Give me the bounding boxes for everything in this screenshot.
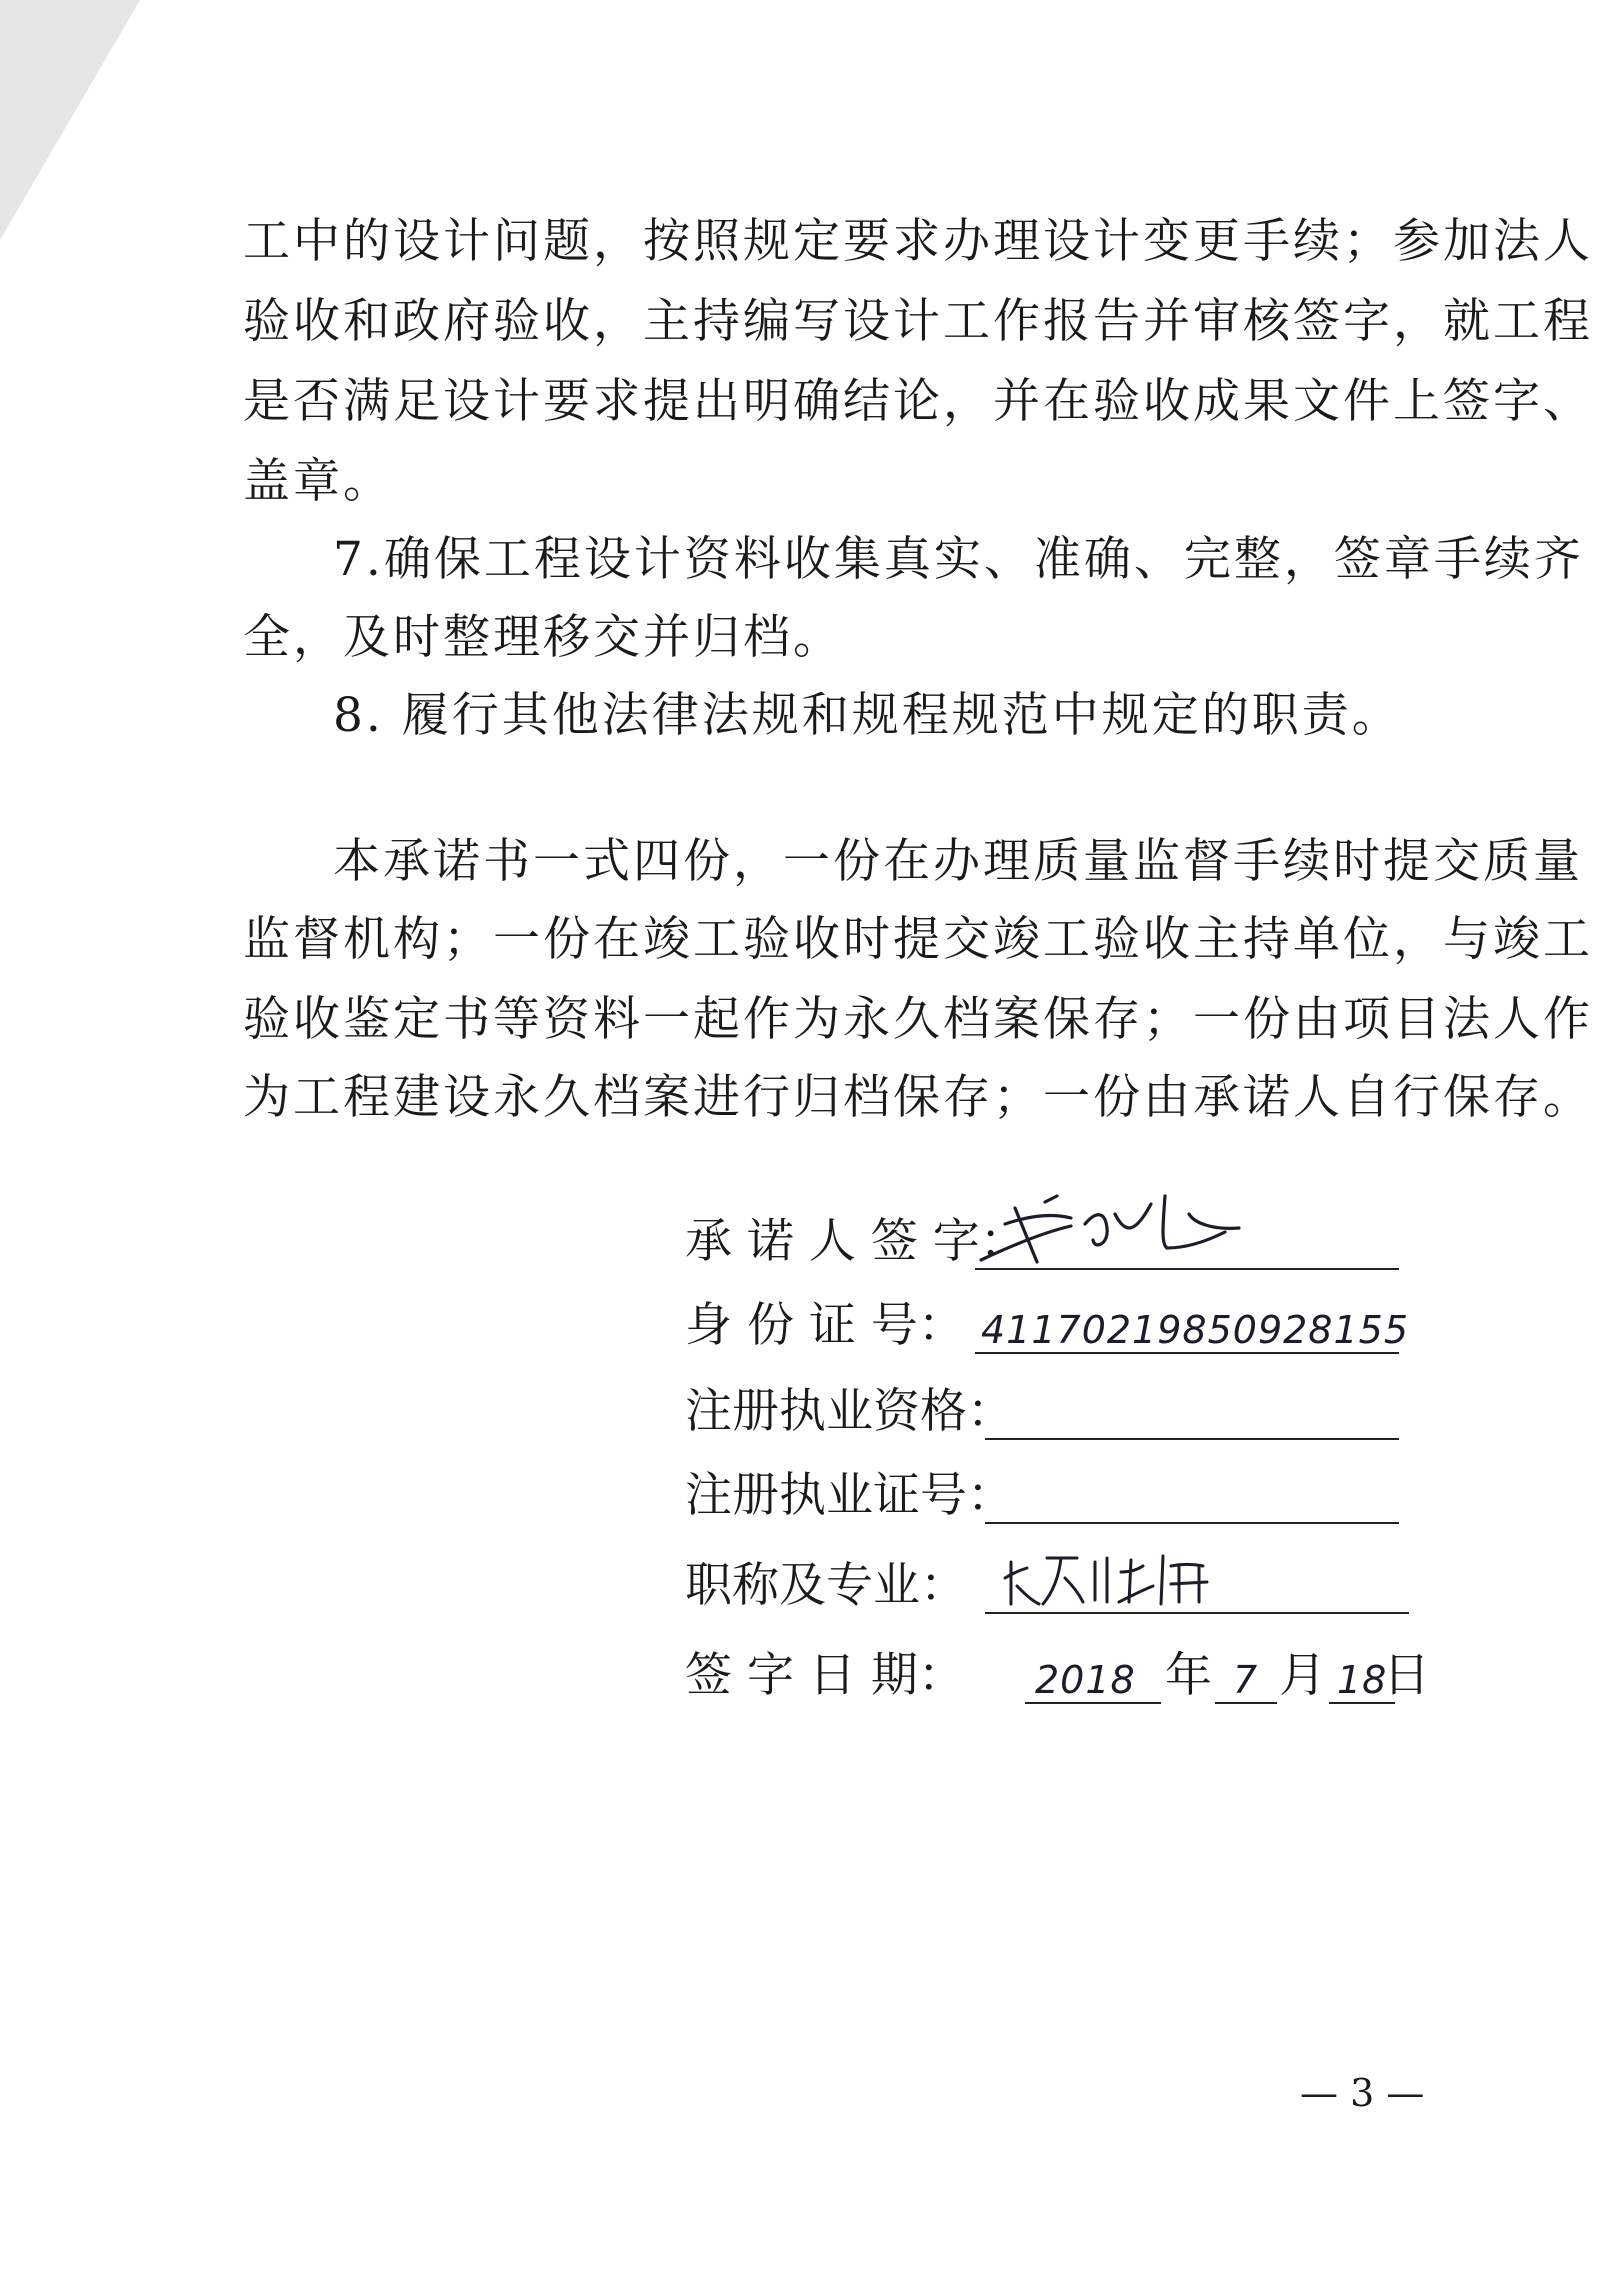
cert-number-line xyxy=(985,1466,1399,1524)
glyph: 保 xyxy=(1443,1070,1493,1125)
glyph: 办 xyxy=(933,834,983,889)
glyph: 否 xyxy=(293,374,343,429)
paragraph-line-2 xyxy=(243,292,1593,352)
glyph: 一 xyxy=(1043,1070,1093,1125)
page-number: — 3 — xyxy=(1300,2071,1425,2115)
glyph: 计 xyxy=(1093,214,1143,269)
glyph: 手 xyxy=(1433,532,1484,587)
glyph: 确 xyxy=(793,374,843,429)
glyph: 收 xyxy=(293,992,343,1047)
glyph: ； xyxy=(1343,214,1393,269)
glyph: 文 xyxy=(1293,374,1343,429)
glyph: 构 xyxy=(393,912,443,967)
glyph: 变 xyxy=(1143,214,1193,269)
glyph: 手 xyxy=(1233,834,1283,889)
glyph: 机 xyxy=(343,912,393,967)
glyph: 设 xyxy=(443,374,493,429)
glyph: 进 xyxy=(693,1070,743,1125)
glyph: 和 xyxy=(343,294,393,349)
glyph: 份 xyxy=(683,834,733,889)
glyph: 签 xyxy=(1333,532,1384,587)
glyph: 齐 xyxy=(1533,532,1584,587)
glyph: 工 xyxy=(943,294,993,349)
glyph: 果 xyxy=(1243,374,1293,429)
glyph: 份 xyxy=(833,834,883,889)
glyph: 续 xyxy=(1293,214,1343,269)
glyph: 久 xyxy=(893,992,943,1047)
glyph: 自 xyxy=(1343,1070,1393,1125)
glyph: 在 xyxy=(593,912,643,967)
scan-corner-fold xyxy=(0,0,140,240)
glyph: 验 xyxy=(743,912,793,967)
glyph: 实 xyxy=(933,532,984,587)
glyph: 理 xyxy=(983,834,1033,889)
glyph: 行 xyxy=(1393,1070,1443,1125)
glyph: 收 xyxy=(293,294,343,349)
glyph: 交 xyxy=(1433,834,1483,889)
glyph: 人 xyxy=(1293,1070,1343,1125)
glyph: ； xyxy=(993,1070,1043,1125)
copies-line-4 xyxy=(243,1068,1593,1128)
glyph: 足 xyxy=(393,374,443,429)
glyph: 与 xyxy=(1443,912,1493,967)
glyph: 收 xyxy=(543,294,593,349)
glyph: 竣 xyxy=(1493,912,1543,967)
signer-handwritten-signature xyxy=(975,1184,1285,1270)
glyph: ， xyxy=(593,214,643,269)
glyph: 要 xyxy=(543,374,593,429)
glyph: 验 xyxy=(493,294,543,349)
glyph: 完 xyxy=(1183,532,1234,587)
glyph: 作 xyxy=(743,992,793,1047)
glyph: 本 xyxy=(333,834,383,889)
glyph: 工 xyxy=(243,214,293,269)
glyph: 理 xyxy=(993,214,1043,269)
glyph: 案 xyxy=(643,1070,693,1125)
copies-line-1 xyxy=(333,832,1583,892)
glyph: 程 xyxy=(533,532,584,587)
glyph: 就 xyxy=(1443,294,1493,349)
signer-label: 承 诺 人 签 字： xyxy=(685,1214,1027,1269)
glyph: 一 xyxy=(643,992,693,1047)
copies-line-3 xyxy=(243,990,1593,1050)
date-month-value: 7 xyxy=(1233,1658,1259,1702)
glyph: 工 xyxy=(693,912,743,967)
glyph: 承 xyxy=(383,834,433,889)
glyph: 按 xyxy=(643,214,693,269)
glyph: 验 xyxy=(243,992,293,1047)
glyph: 量 xyxy=(1533,834,1583,889)
month-char: 月 xyxy=(1279,1648,1326,1703)
glyph: 时 xyxy=(1333,834,1383,889)
glyph: 持 xyxy=(693,294,743,349)
glyph: 法 xyxy=(1443,992,1493,1047)
glyph: 资 xyxy=(683,532,734,587)
glyph: 持 xyxy=(1243,912,1293,967)
glyph: 论 xyxy=(893,374,943,429)
glyph: 工 xyxy=(1043,912,1093,967)
glyph: 时 xyxy=(843,912,893,967)
glyph: 收 xyxy=(1143,374,1193,429)
item-7-line-1 xyxy=(333,530,1584,590)
glyph: 手 xyxy=(1243,214,1293,269)
year-char: 年 xyxy=(1165,1648,1212,1703)
glyph: ； xyxy=(443,912,493,967)
glyph: 量 xyxy=(1083,834,1133,889)
glyph: 并 xyxy=(993,374,1043,429)
glyph: ， xyxy=(593,294,643,349)
glyph: 编 xyxy=(743,294,793,349)
date-label: 签 字 日 期： xyxy=(685,1648,965,1703)
glyph: 求 xyxy=(893,214,943,269)
glyph: 主 xyxy=(1193,912,1243,967)
paragraph-line-4: 盖章。 xyxy=(243,454,393,509)
paragraph-line-3 xyxy=(243,372,1593,432)
glyph: 案 xyxy=(993,992,1043,1047)
glyph: 保 xyxy=(893,1070,943,1125)
glyph: 单 xyxy=(1293,912,1343,967)
glyph: 定 xyxy=(793,214,843,269)
cert-number-row xyxy=(685,1466,1415,1526)
glyph: 。 xyxy=(1543,1070,1593,1125)
glyph: 目 xyxy=(1393,992,1443,1047)
glyph: 并 xyxy=(1143,294,1193,349)
item-8-line-1: 8. 履行其他法律法规和规程规范中规定的职责。 xyxy=(333,688,1402,743)
id-number-value: 41170219850928155 xyxy=(981,1308,1410,1352)
date-year-value: 2018 xyxy=(1035,1658,1136,1702)
glyph: ， xyxy=(733,834,783,889)
glyph: 整 xyxy=(1233,532,1284,587)
glyph: 题 xyxy=(543,214,593,269)
glyph: 料 xyxy=(593,992,643,1047)
glyph: 收 xyxy=(793,912,843,967)
glyph: 验 xyxy=(1093,374,1143,429)
glyph: 满 xyxy=(343,374,393,429)
glyph: 续 xyxy=(1483,532,1534,587)
glyph: 、 xyxy=(1133,532,1184,587)
glyph: 报 xyxy=(1043,294,1093,349)
glyph: 计 xyxy=(493,374,543,429)
glyph: ， xyxy=(1283,532,1334,587)
glyph: 成 xyxy=(1193,374,1243,429)
glyph: ， xyxy=(1393,294,1443,349)
glyph: 核 xyxy=(1243,294,1293,349)
glyph: 确 xyxy=(1083,532,1134,587)
glyph: 章 xyxy=(1383,532,1434,587)
glyph: 工 xyxy=(1493,294,1543,349)
glyph: 设 xyxy=(843,294,893,349)
glyph: 提 xyxy=(643,374,693,429)
glyph: 设 xyxy=(583,532,634,587)
glyph: 一 xyxy=(1193,992,1243,1047)
glyph: 照 xyxy=(693,214,743,269)
glyph: 结 xyxy=(843,374,893,429)
glyph: 计 xyxy=(633,532,684,587)
title-handwritten-signature xyxy=(1003,1542,1243,1612)
glyph: 为 xyxy=(243,1070,293,1125)
glyph: 建 xyxy=(393,1070,443,1125)
paragraph-line-1 xyxy=(243,212,1593,272)
glyph: ， xyxy=(943,374,993,429)
glyph: 计 xyxy=(893,294,943,349)
glyph: 竣 xyxy=(993,912,1043,967)
copies-line-2 xyxy=(243,910,1593,970)
glyph: 签 xyxy=(1293,294,1343,349)
glyph: 是 xyxy=(243,374,293,429)
glyph: 明 xyxy=(743,374,793,429)
glyph: 准 xyxy=(1033,532,1084,587)
glyph: 提 xyxy=(893,912,943,967)
glyph: 料 xyxy=(733,532,784,587)
glyph: 求 xyxy=(593,374,643,429)
glyph: 设 xyxy=(443,1070,493,1125)
glyph: 、 xyxy=(983,532,1034,587)
glyph: 保 xyxy=(433,532,484,587)
glyph: 签 xyxy=(1443,374,1493,429)
glyph: 人 xyxy=(1543,214,1593,269)
qualification-line xyxy=(985,1382,1399,1440)
glyph: 人 xyxy=(1493,992,1543,1047)
glyph: 写 xyxy=(793,294,843,349)
glyph: 法 xyxy=(1493,214,1543,269)
id-number-row xyxy=(685,1296,1415,1356)
glyph: 计 xyxy=(443,214,493,269)
glyph: 书 xyxy=(483,834,533,889)
glyph: 书 xyxy=(443,992,493,1047)
glyph: 交 xyxy=(943,912,993,967)
glyph: 定 xyxy=(393,992,443,1047)
glyph: 续 xyxy=(1283,834,1333,889)
glyph: 监 xyxy=(1133,834,1183,889)
glyph: 告 xyxy=(1093,294,1143,349)
glyph: 7. xyxy=(333,532,384,587)
date-row xyxy=(685,1646,1430,1706)
glyph: 真 xyxy=(883,532,934,587)
glyph: 存 xyxy=(1093,992,1143,1047)
glyph: 竣 xyxy=(643,912,693,967)
glyph: 档 xyxy=(593,1070,643,1125)
glyph: 永 xyxy=(493,1070,543,1125)
glyph: 等 xyxy=(493,992,543,1047)
glyph: 档 xyxy=(843,1070,893,1125)
glyph: ， xyxy=(1393,912,1443,967)
glyph: 字 xyxy=(1493,374,1543,429)
glyph: 收 xyxy=(1143,912,1193,967)
glyph: 政 xyxy=(393,294,443,349)
glyph: 工 xyxy=(1543,912,1593,967)
glyph: 的 xyxy=(343,214,393,269)
qualification-label: 注册执业资格： xyxy=(685,1384,1014,1439)
glyph: 一 xyxy=(783,834,833,889)
glyph: 行 xyxy=(743,1070,793,1125)
glyph: 由 xyxy=(1293,992,1343,1047)
glyph: 四 xyxy=(633,834,683,889)
glyph: 档 xyxy=(943,992,993,1047)
glyph: 一 xyxy=(493,912,543,967)
glyph: 提 xyxy=(1383,834,1433,889)
glyph: 收 xyxy=(783,532,834,587)
id-number-label: 身 份 证 号： xyxy=(685,1298,965,1353)
glyph: 件 xyxy=(1343,374,1393,429)
glyph: 工 xyxy=(293,1070,343,1125)
title-row xyxy=(685,1556,1425,1616)
glyph: 要 xyxy=(843,214,893,269)
glyph: 字 xyxy=(1343,294,1393,349)
glyph: 主 xyxy=(643,294,693,349)
glyph: 作 xyxy=(993,294,1043,349)
glyph: 上 xyxy=(1393,374,1443,429)
glyph: 设 xyxy=(1043,214,1093,269)
glyph: 验 xyxy=(1093,912,1143,967)
glyph: 验 xyxy=(243,294,293,349)
glyph: 督 xyxy=(293,912,343,967)
glyph: 份 xyxy=(1243,992,1293,1047)
glyph: 设 xyxy=(393,214,443,269)
glyph: 确 xyxy=(383,532,434,587)
glyph: 参 xyxy=(1393,214,1443,269)
glyph: 保 xyxy=(1043,992,1093,1047)
glyph: 存 xyxy=(1493,1070,1543,1125)
glyph: 监 xyxy=(243,912,293,967)
glyph: 办 xyxy=(943,214,993,269)
glyph: 中 xyxy=(293,214,343,269)
glyph: 工 xyxy=(483,532,534,587)
glyph: 更 xyxy=(1193,214,1243,269)
title-label: 职称及专业： xyxy=(685,1558,967,1613)
glyph: ； xyxy=(1143,992,1193,1047)
glyph: 加 xyxy=(1443,214,1493,269)
cert-number-label: 注册执业证号： xyxy=(685,1468,1014,1523)
glyph: 作 xyxy=(1543,992,1593,1047)
glyph: 项 xyxy=(1343,992,1393,1047)
glyph: 归 xyxy=(793,1070,843,1125)
glyph: 起 xyxy=(693,992,743,1047)
glyph: 在 xyxy=(1043,374,1093,429)
glyph: 由 xyxy=(1143,1070,1193,1125)
glyph: 资 xyxy=(543,992,593,1047)
glyph: 在 xyxy=(883,834,933,889)
glyph: 位 xyxy=(1343,912,1393,967)
glyph: 式 xyxy=(583,834,633,889)
item-7-line-2: 全，及时整理移交并归档。 xyxy=(243,610,843,665)
glyph: 质 xyxy=(1483,834,1533,889)
glyph: 程 xyxy=(1543,294,1593,349)
glyph: 份 xyxy=(1093,1070,1143,1125)
glyph: 、 xyxy=(1543,374,1593,429)
glyph: 出 xyxy=(693,374,743,429)
glyph: 永 xyxy=(843,992,893,1047)
glyph: 份 xyxy=(543,912,593,967)
day-char: 日 xyxy=(1383,1648,1430,1703)
qualification-row xyxy=(685,1382,1415,1442)
date-day-value: 18 xyxy=(1337,1658,1388,1702)
glyph: 督 xyxy=(1183,834,1233,889)
glyph: 为 xyxy=(793,992,843,1047)
glyph: 一 xyxy=(533,834,583,889)
glyph: 诺 xyxy=(433,834,483,889)
glyph: 程 xyxy=(343,1070,393,1125)
glyph: 质 xyxy=(1033,834,1083,889)
glyph: 鉴 xyxy=(343,992,393,1047)
glyph: 承 xyxy=(1193,1070,1243,1125)
glyph: 久 xyxy=(543,1070,593,1125)
signer-row xyxy=(685,1212,1415,1272)
glyph: 存 xyxy=(943,1070,993,1125)
glyph: 诺 xyxy=(1243,1070,1293,1125)
glyph: 规 xyxy=(743,214,793,269)
glyph: 审 xyxy=(1193,294,1243,349)
glyph: 集 xyxy=(833,532,884,587)
glyph: 府 xyxy=(443,294,493,349)
glyph: 问 xyxy=(493,214,543,269)
